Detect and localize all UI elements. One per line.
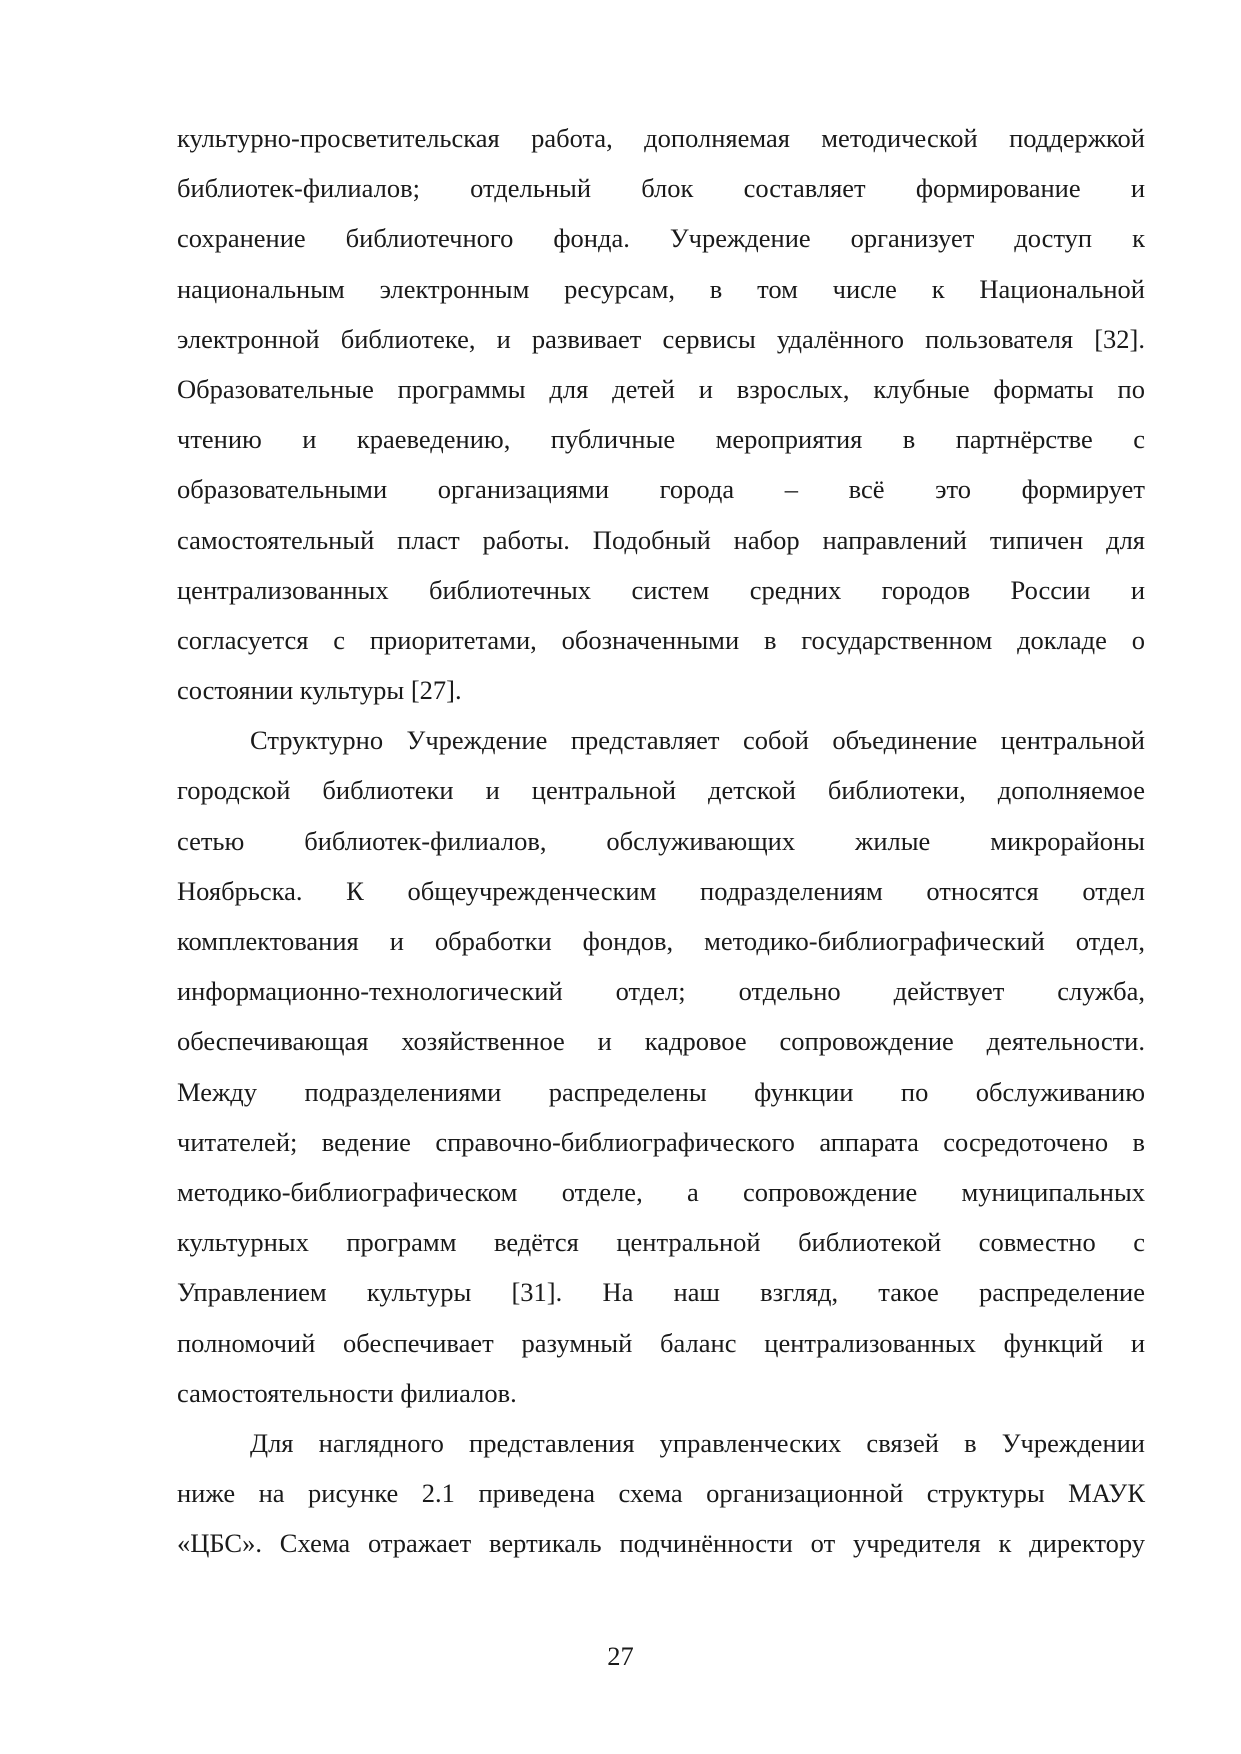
text-line: библиотек-филиалов; отдельный блок составляет формирование и: [177, 173, 1145, 204]
text-line: Структурно Учреждение представляет собой объединение центральной: [250, 725, 1145, 756]
text-line: Между подразделениями распределены функции по обслуживанию: [177, 1076, 1145, 1107]
text-line: сетью библиотек-филиалов, обслуживающих жилые микрорайоны: [177, 825, 1145, 856]
text-line: образовательными организациями города – всё это формирует: [177, 474, 1145, 505]
paragraph: [177, 715, 1145, 1418]
text-line: информационно-технологический отдел; отдельно действует служба,: [177, 976, 1145, 1007]
text-line: комплектования и обработки фондов, методико-библиографический отдел,: [177, 926, 1145, 956]
body-text: [177, 113, 1145, 1568]
text-line: чтению и краеведению, публичные мероприятия в партнёрстве с: [177, 424, 1145, 455]
text-line: состоянии культуры [27].: [177, 675, 462, 706]
text-line: самостоятельный пласт работы. Подобный набор направлений типичен для: [177, 524, 1145, 555]
text-line: читателей; ведение справочно-библиографического аппарата сосредоточено в: [177, 1126, 1145, 1157]
text-line: централизованных библиотечных систем средних городов России и: [177, 574, 1145, 605]
paragraph: [177, 113, 1145, 715]
text-line: Управлением культуры [31]. На наш взгляд, такое распределение: [177, 1277, 1145, 1308]
text-line: Для наглядного представления управленческих связей в Учреждении: [250, 1427, 1145, 1458]
paragraph: [177, 1418, 1145, 1569]
text-line: городской библиотеки и центральной детской библиотеки, дополняемое: [177, 775, 1145, 806]
text-line: «ЦБС». Схема отражает вертикаль подчинённости от учредителя к директору: [177, 1528, 1145, 1559]
text-line: обеспечивающая хозяйственное и кадровое сопровождение деятельности.: [177, 1026, 1145, 1057]
text-line: электронной библиотеке, и развивает сервисы удалённого пользователя [32].: [177, 323, 1145, 354]
text-line: культурных программ ведётся центральной библиотекой совместно с: [177, 1227, 1145, 1258]
text-line: ниже на рисунке 2.1 приведена схема организационной структуры МАУК: [177, 1478, 1145, 1509]
text-line: национальным электронным ресурсам, в том числе к Национальной: [177, 273, 1145, 304]
text-line: Образовательные программы для детей и взрослых, клубные форматы по: [177, 373, 1145, 404]
text-line: полномочий обеспечивает разумный баланс централизованных функций и: [177, 1327, 1145, 1358]
text-line: культурно-просветительская работа, дополняемая методической поддержкой: [177, 123, 1145, 153]
text-line: Ноябрьска. К общеучрежденческим подразделениям относятся отдел: [177, 875, 1145, 906]
text-line: самостоятельности филиалов.: [177, 1377, 517, 1408]
text-line: сохранение библиотечного фонда. Учреждение организует доступ к: [177, 223, 1145, 254]
page-number: 27: [607, 1641, 634, 1671]
text-line: методико-библиографическом отделе, а сопровождение муниципальных: [177, 1176, 1145, 1207]
text-line: согласуется с приоритетами, обозначенными в государственном докладе о: [177, 624, 1145, 655]
